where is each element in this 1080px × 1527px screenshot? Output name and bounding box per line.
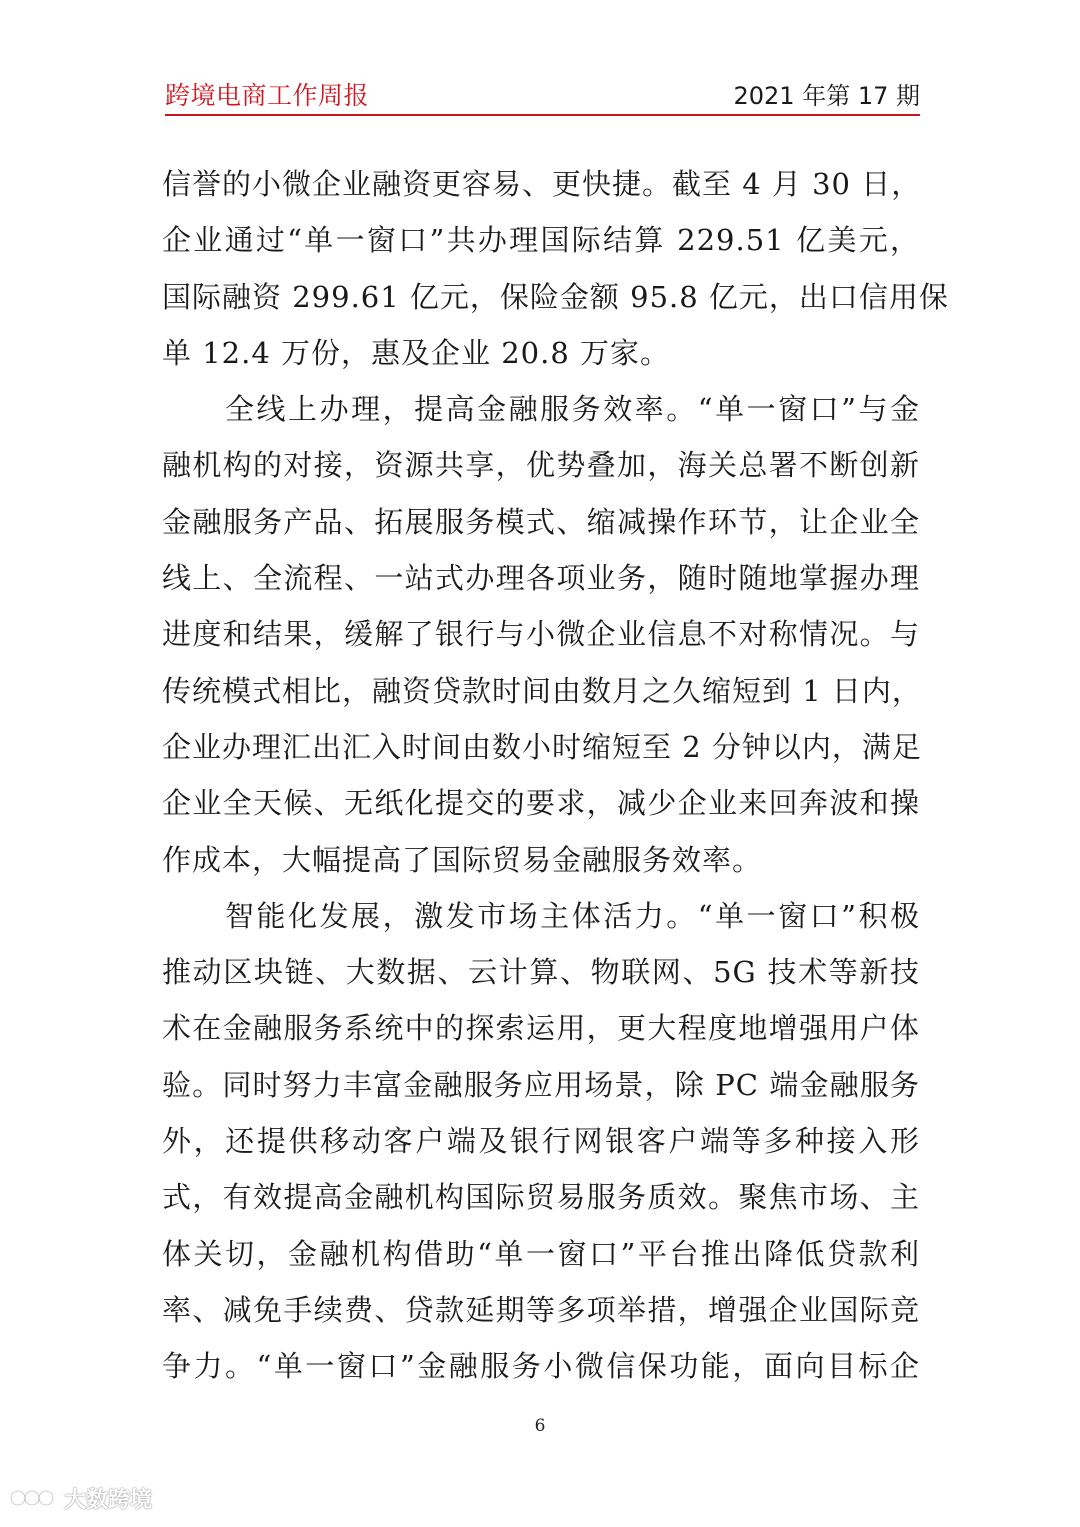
body-text xyxy=(162,156,949,1395)
page-number: 6 xyxy=(534,1416,546,1436)
text-line: 率、减免手续费、贷款延期等多项举措，增强企业国际竞 xyxy=(162,1292,920,1327)
text-line: 企业通过“单一窗口”共办理国际结算 229.51 亿美元， xyxy=(162,223,920,258)
text-line: 金融服务产品、拓展服务模式、缩减操作环节，让企业全 xyxy=(162,504,920,539)
report-title: 跨境电商工作周报 xyxy=(165,81,370,110)
text-line: 智能化发展，激发市场主体活力。“单一窗口”积极 xyxy=(162,898,920,933)
text-line: 传统模式相比，融资贷款时间由数月之久缩短到 1 日内， xyxy=(162,673,922,708)
text-line: 全线上办理，提高金融服务效率。“单一窗口”与金 xyxy=(162,392,920,427)
watermark xyxy=(8,1480,152,1516)
text-line: 体关切，金融机构借助“单一窗口”平台推出降低贷款利 xyxy=(162,1236,920,1271)
text-line: 融机构的对接，资源共享，优势叠加，海关总署不断创新 xyxy=(162,448,920,483)
text-line: 单 12.4 万份，惠及企业 20.8 万家。 xyxy=(162,335,671,370)
page-header xyxy=(165,74,920,116)
text-line: 进度和结果，缓解了银行与小微企业信息不对称情况。与 xyxy=(162,617,920,652)
brand-logo-icon xyxy=(8,1485,56,1511)
text-line: 企业办理汇出汇入时间由数小时缩短至 2 分钟以内，满足 xyxy=(162,729,922,764)
text-line: 企业全天候、无纸化提交的要求，减少企业来回奔波和操 xyxy=(162,786,920,821)
text-line: 线上、全流程、一站式办理各项业务，随时随地掌握办理 xyxy=(162,561,920,596)
text-line: 作成本，大幅提高了国际贸易金融服务效率。 xyxy=(162,842,763,877)
text-line: 国际融资 299.61 亿元，保险金额 95.8 亿元，出口信用保 xyxy=(162,279,949,314)
text-line: 式，有效提高金融机构国际贸易服务质效。聚焦市场、主 xyxy=(162,1180,920,1215)
text-line: 验。同时努力丰富金融服务应用场景，除 PC 端金融服务 xyxy=(162,1067,920,1102)
issue-number: 2021 年第 17 期 xyxy=(733,82,920,110)
text-line: 外，还提供移动客户端及银行网银客户端等多种接入形 xyxy=(162,1124,920,1159)
text-line: 争力。“单一窗口”金融服务小微信保功能，面向目标企 xyxy=(162,1349,920,1384)
text-line: 推动区块链、大数据、云计算、物联网、5G 技术等新技 xyxy=(162,955,920,990)
watermark-text: 大数跨境 xyxy=(64,1487,153,1513)
text-line: 信誉的小微企业融资更容易、更快捷。截至 4 月 30 日， xyxy=(162,167,922,201)
text-line: 术在金融服务系统中的探索运用，更大程度地增强用户体 xyxy=(162,1011,920,1046)
